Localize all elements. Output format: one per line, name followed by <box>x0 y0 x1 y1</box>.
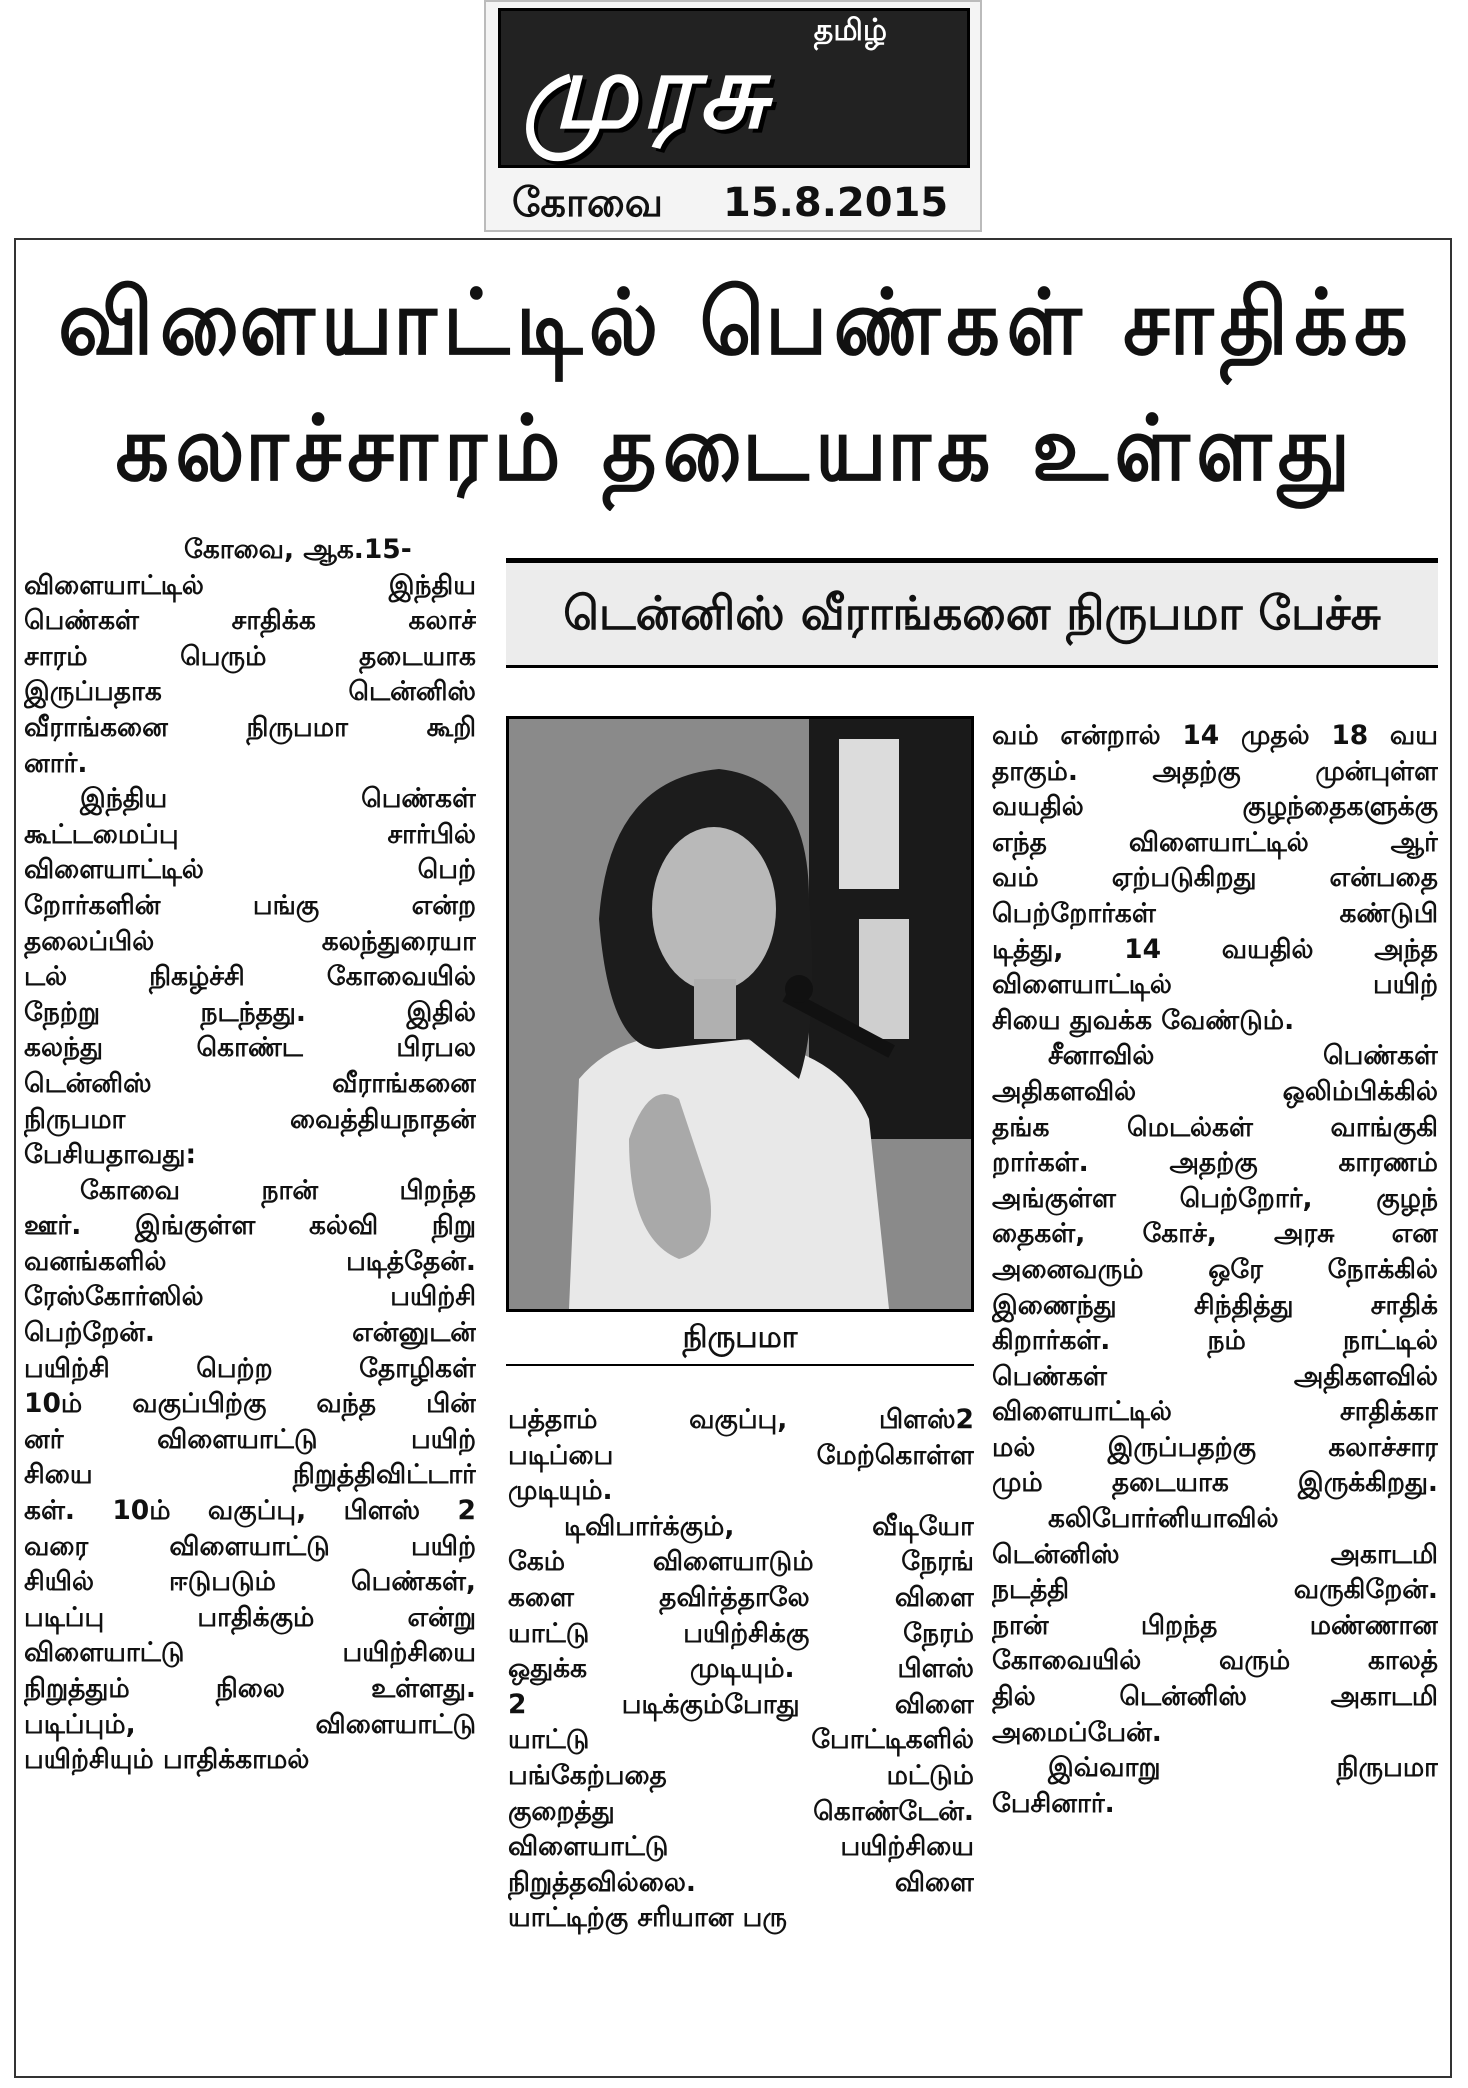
article-line: யாட்டு போட்டிகளில் <box>508 1724 974 1756</box>
article-line: னார். <box>24 747 88 779</box>
article-line: வம் என்றால் 14 முதல் 18 வய <box>992 720 1438 751</box>
article-line: வரை விளையாட்டு பயிற் <box>24 1530 476 1562</box>
article-line: கிறார்கள். நம் நாட்டில் <box>992 1325 1438 1357</box>
article-line: ஒதுக்க முடியும். பிளஸ் <box>508 1653 974 1685</box>
article-line: சீனாவில் பெண்கள் <box>1048 1040 1438 1072</box>
article-line: இவ்வாறு நிருபமா <box>1048 1752 1438 1784</box>
article-line: பெற்றோர்கள் கண்டுபி <box>992 897 1438 929</box>
speaker-photo-illustration <box>509 719 971 1309</box>
article-line: தங்க மெடல்கள் வாங்குகி <box>992 1111 1438 1143</box>
article-line: கலந்து கொண்ட பிரபல <box>24 1032 476 1064</box>
article-line: விளையாட்டில் சாதிக்கா <box>992 1396 1438 1428</box>
logo-title: முரசு <box>521 30 771 152</box>
article-line: நான் பிறந்த மண்ணான <box>992 1609 1438 1641</box>
newspaper-logo <box>498 8 970 168</box>
article-line: பெண்கள் சாதிக்க கலாச் <box>24 605 476 637</box>
article-line: வீராங்கனை நிருபமா கூறி <box>24 711 476 743</box>
article-line: ரேஸ்கோர்ஸில் பயிற்சி <box>24 1281 476 1313</box>
article-line: டித்து, 14 வயதில் அந்த <box>992 933 1438 965</box>
article-line: விளையாட்டில் இந்திய <box>24 569 476 601</box>
article-line: சியை நிறுத்திவிட்டார் <box>24 1459 476 1491</box>
article-line: விளையாட்டு பயிற்சியை <box>24 1637 476 1669</box>
article-line: அமைப்பேன். <box>992 1716 1162 1748</box>
article-line: தலைப்பில் கலந்துரையா <box>24 925 476 957</box>
article-line: கூட்டமைப்பு சார்பில் <box>24 818 476 850</box>
article-column-2 <box>508 1402 974 1936</box>
article-line: பெற்றேன். என்னுடன் <box>24 1317 476 1349</box>
article-line: குறைத்து கொண்டேன். <box>508 1795 974 1827</box>
column-rule <box>506 1364 974 1366</box>
article-line: நிறுத்தவில்லை. விளை <box>508 1866 974 1898</box>
logo-small-text: தமிழ் <box>813 13 887 48</box>
article-line: டிவிபார்க்கும், வீடியோ <box>564 1510 974 1542</box>
article-line: கலிபோர்னியாவில் <box>1048 1503 1279 1535</box>
edition-line <box>512 180 1008 231</box>
article-line: தைகள், கோச், அரசு என <box>992 1218 1438 1250</box>
article-line: டென்னிஸ் வீராங்கனை <box>24 1067 476 1099</box>
article-line: எந்த விளையாட்டில் ஆர் <box>992 826 1438 858</box>
article-line: வயதில் குழந்தைகளுக்கு <box>992 791 1438 823</box>
article-line: வனங்களில் படித்தேன். <box>24 1245 476 1277</box>
photo-nirupama <box>506 716 974 1312</box>
article-line: இந்திய பெண்கள் <box>80 783 476 815</box>
article-line: யாட்டு பயிற்சிக்கு நேரம் <box>508 1617 974 1649</box>
article-line: 10ம் வகுப்பிற்கு வந்த பின் <box>24 1388 476 1420</box>
article-line: னர் விளையாட்டு பயிற் <box>24 1423 476 1455</box>
article-line: கோவை, ஆக.15- <box>184 534 412 565</box>
article-line: அங்குள்ள பெற்றோர், குழந் <box>992 1182 1438 1214</box>
article-line: பெண்கள் அதிகளவில் <box>992 1360 1438 1392</box>
edition-date: 15.8.2015 <box>723 180 949 226</box>
article-line: இருப்பதாக டென்னிஸ் <box>24 676 476 708</box>
article-line: நடத்தி வருகிறேன். <box>992 1574 1438 1606</box>
article-line: படிப்பும், விளையாட்டு <box>24 1708 476 1740</box>
article-line: தில் டென்னிஸ் அகாடமி <box>992 1681 1438 1713</box>
article-line: பேசியதாவது: <box>24 1139 197 1171</box>
edition-city: கோவை <box>512 180 664 226</box>
article-line: பயிற்சி பெற்ற தோழிகள் <box>24 1352 476 1384</box>
article-line: விளையாட்டில் பெற் <box>24 854 476 886</box>
article-line: படிப்பை மேற்கொள்ள <box>508 1439 974 1471</box>
article-line: விளையாட்டில் பயிற் <box>992 969 1438 1001</box>
article-line: றார்கள். அதற்கு காரணம் <box>992 1147 1438 1179</box>
headline-line-2: கலாச்சாரம் தடையாக உள்ளது <box>115 395 1357 501</box>
subheadline: டென்னிஸ் வீராங்கனை நிருபமா பேச்சு <box>506 558 1438 668</box>
article-line: படிப்பு பாதிக்கும் என்று <box>24 1601 476 1633</box>
article-line: சாரம் பெரும் தடையாக <box>24 640 476 672</box>
article-line: மும் தடையாக இருக்கிறது. <box>992 1467 1438 1499</box>
article-line: வம் ஏற்படுகிறது என்பதை <box>992 862 1438 894</box>
article-line: பத்தாம் வகுப்பு, பிளஸ்2 <box>508 1404 974 1435</box>
article-line: பயிற்சியும் பாதிக்காமல் <box>24 1744 310 1776</box>
article-line: தாகும். அதற்கு முன்புள்ள <box>992 755 1438 787</box>
article-line: கேம் விளையாடும் நேரங் <box>508 1546 974 1578</box>
article-column-1 <box>24 532 476 1778</box>
article-line: நிறுத்தும் நிலை உள்ளது. <box>24 1673 476 1704</box>
news-clipping <box>14 238 1452 2078</box>
article-line: கள். 10ம் வகுப்பு, பிளஸ் 2 <box>24 1495 476 1527</box>
article-line: அனைவரும் ஒரே நோக்கில் <box>992 1253 1438 1285</box>
article-line: யாட்டிற்கு சரியான பரு <box>508 1902 787 1934</box>
article-line: டென்னிஸ் அகாடமி <box>992 1538 1438 1570</box>
article-line: சியை துவக்க வேண்டும். <box>992 1004 1295 1036</box>
article-line: ஊர். இங்குள்ள கல்வி நிறு <box>24 1210 476 1242</box>
article-column-3 <box>992 718 1438 1821</box>
article-line: இணைந்து சிந்தித்து சாதிக் <box>992 1289 1438 1321</box>
article-line: கோவை நான் பிறந்த <box>80 1174 476 1206</box>
article-line: அதிகளவில் ஒலிம்பிக்கில் <box>992 1075 1438 1107</box>
article-line: நேற்று நடந்தது. இதில் <box>24 996 476 1028</box>
article-line: கோவையில் வரும் காலத் <box>992 1645 1438 1677</box>
masthead <box>484 0 982 232</box>
article-line: நிருபமா வைத்தியநாதன் <box>24 1103 476 1135</box>
article-line: சியில் ஈடுபடும் பெண்கள், <box>24 1566 476 1598</box>
headline-line-1: விளையாட்டில் பெண்கள் சாதிக்க <box>58 269 1414 375</box>
article-line: விளையாட்டு பயிற்சியை <box>508 1831 974 1863</box>
article-line: மல் இருப்பதற்கு கலாச்சார <box>992 1431 1438 1463</box>
article-line: றோர்களின் பங்கு என்ற <box>24 889 476 921</box>
article-line: பேசினார். <box>992 1787 1115 1819</box>
article-line: டல் நிகழ்ச்சி கோவையில் <box>24 961 476 993</box>
article-line: பங்கேற்பதை மட்டும் <box>508 1759 974 1791</box>
article-line: முடியும். <box>508 1475 613 1507</box>
photo-caption: நிருபமா <box>682 1320 798 1355</box>
article-line: 2 படிக்கும்போது விளை <box>508 1688 974 1720</box>
article-line: களை தவிர்த்தாலே விளை <box>508 1581 974 1613</box>
